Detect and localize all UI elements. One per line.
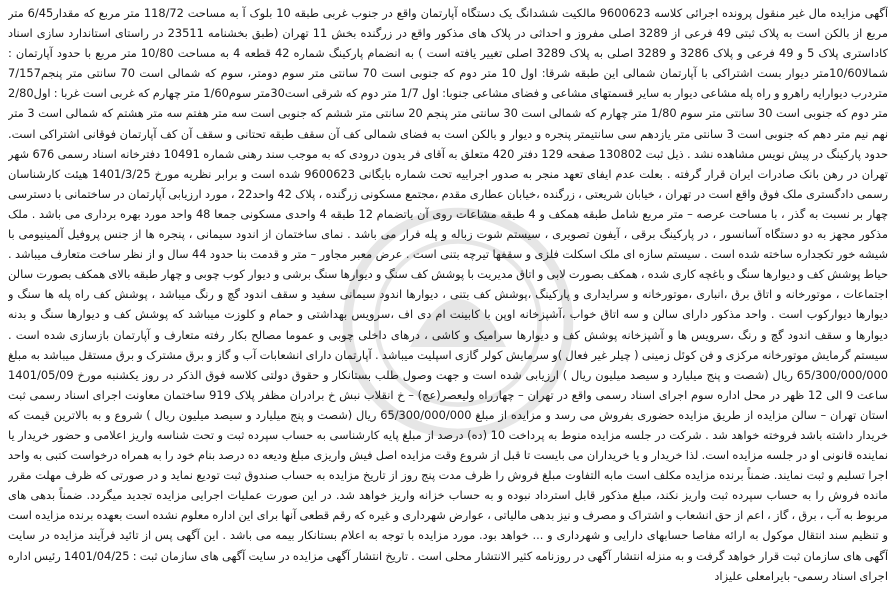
notice-body-text: آگهی مزایده مال غیر منقول پرونده اجرائی کلاسه 9600623 مالکیت ششدانگ یک دستگاه آپارتمان واقع در جنوب غربی طبقه 10 بلوک آ به مساحت 118/72 متر مربع که مقدار6/45 متر مربع از بالکن است به پلاک ثبتی 49 فرعی از 3289 اصلی مفروز و احداثی در پلاک های مذکور واقع در زرگنده بخش 11 تهران (طبق بخشنامه 23511 در راستای استاندارد سازی اسناد کاداستری پلاک 5 و 49 فرعی و پلاک 3286 و 3289 اصلی به پلاک 3289 اصلی تغییر یافته است ) به انضمام پارکینگ شماره 42 قطعه 4 به مساحت 10/80 متر مربع با حدود آپارتمان : شمالا10/60متر دیوار بست اشتراکی با آپارتمان شمالی این طبقه شرقا: اول 10 متر دوم که جنوبی است 70 سانتی متر سوم دومتر، سوم که شمالی است 70 سانتی متر پنجم7/157 متردرب دیوارایه راهرو و راه پله مشاعی دیوار به سایر قسمتهای مشاعی و فضای مشاعی جنوبا: اول 1/7 متر دوم که شرقی است30متر سوم1/60 متر چهارم که غربی است غربا : اول2/80 متر دوم که جنوبی است 30 سانتی متر سوم 1/80 متر چهارم که شمالی است 30 سانتی متر پنجم 20 سانتی متر ششم که جنوبی است سه متر هفتم سه متر هشتم که شمالی است 3 متر نهم نیم متر دهم که جنوبی است 3 سانتی متر یازدهم سی سانتیمتر پنجره و دیوار و بالکن است به فضای شمالی کف آن سقف طبقه تحتانی و سقف آن کف آپارتمان فوقانی اشتراکی است. حدود پارکینگ در پیش نویس مشاهده نشد . ذیل ثبت 130802 صفحه 129 دفتر 420 متعلق به آقای فر یدون درودی که به موجب سند رهنی شماره 10491 دفترخانه اسناد رسمی 676 شهر تهران در رهن بانک صادرات ایران قرار گرفته . بعلت عدم ایفای تعهد منجر به صدور اجراییه تحت شماره بایگانی 9600623 شده است و برابر نظریه مورخ 1401/3/25 هیئت کارشناسان رسمی دادگستری ملک فوق واقع است در تهران ، خیابان شریعتی ، زرگنده ،خیابان عطاری مقدم ،مجتمع مسکونی زرگنده ، پلاک 42 واحد22 ، مورد ارزیابی آپارتمان در ساختمانی با دسترسی چهار بر نسبت به گذر ، با مساحت عرصه – متر مربع شامل طبقه همکف و 4 طبقه مشاعات روی آن باتضمام 12 طبقه 4 واحدی مسکونی جمعا 48 واحد مورد بهره برداری می باشد . ملک مذکور مجهز به دو دستگاه آسانسور ، در پارکینگ برقی ، آیفون تصویری ، سیستم شوت زباله و پله فرار می باشد . نمای ساختمان از اندود سیمانی ، پنجره ها از جنس پروفیل آلمینیومی با شیشه خور تکجداره ساخته شده است . سیستم سازه ای ملک اسکلت فلزی و سقفها تیرچه بتنی است . عرض معبر مجاور – متر و قدمت بنا حدود 44 سال و از نظر ساخت متعارف میباشد . حیاط پوشش کف و دیوارها سنگ و باغچه کاری شده ، همکف بصورت لابی و اتاق مدیریت با پوشش کف سنگ و دیوارها سنگ برشی و دیوار کوب چوبی و چهار طبقه بالای همکف بصورت سالن اجتماعات ، موتورخانه و اتاق برق ،انباری ،موتورخانه و سرایداری و پارکینگ ،پوشش کف بتنی ، دیوارها اندود سیمانی سفید و سقف اندود گچ و رنگ میباشد ، پوشش کف راه پله ها سنگ و دیوارها دیوارکوب است . واحد مذکور دارای سالن و سه اتاق خواب ،آشپزخانه اوپن با کابینت ام دی اف ،سرویس بهداشتی و حمام و کلوزت میباشد که پوشش کف و دیوارها سنگ و بدنه دیوارها و سقف اندود گچ و رنگ ،سرویس ها و آشپزخانه پوشش کف و دیوارها سرامیک و کاشی ، درهای داخلی چوبی و عموما مصالح بکار رفته متعارف و آپارتمان بازسازی شده است . سیستم گرمایش موتورخانه مرکزی و فن کوئل زمینی ( چیلر غیر فعال )و سرمایش کولر گازی اسپلیت میباشد . آپارتمان دارای انشعابات آب و گاز و برق مشترک و برق مستقل میباشد به مبلغ 65/300/000/000 ریال (شصت و پنج میلیارد و سیصد میلیون ریال ) ارزیابی شده است و جهت وصول طلب بستانکار و حقوق دولتی کلاسه فوق الذکر در روز یکشنبه مورخ 1401/05/09 ساعت 9 الی 12 ظهر در محل اداره سوم اجرای اسناد رسمی واقع در تهران – چهارراه ولیعصر(عج) – خ انقلاب نبش خ برادران مظفر پلاک 919 ساختمان معاونت اجرای اسناد رسمی ثبت استان تهران – سالن مزایده از طریق مزایده حضوری بفروش می رسد و مزایده از مبلغ 65/300/000/000 ریال (شصت و پنج میلیارد و سیصد میلیون ریال ) شروع و به بالاترین قیمت که خریدار داشته باشد فروخته خواهد شد . شرکت در جلسه مزایده منوط به پرداخت 10 (ده) درصد از مبلغ پایه کارشناسی به حساب سپرده ثبت و تحت شناسه واریز اعلامی و حضور خریدار یا نماینده قانونی او در جلسه مزایده است. لذا خریدار و یا خریداران می بایست تا قبل از شروع وقت مزایده اصل فیش واریزی مبلغ ودیعه ده درصد بنام خود را به همراه درخواست کتبی به واحد اجرا تسلیم و ثبت نمایند. ضمناً برنده مزایده مکلف است مابه التفاوت مبلغ فروش را ظرف مدت پنج روز از تاریخ مزایده به حساب صندوق ثبت تودیع نماید و در صورتی که ظرف مهلت مقرر مانده فروش را به حساب سپرده ثبت واریز نکند، مبلغ مذکور قابل استرداد نبوده و به حساب خزانه واریز خواهد شد. در این صورت عملیات اجرایی مزایده تجدید میگردد. ضمناً بدهی های مربوط به آب ، برق ، گاز ، اعم از حق انشعاب و اشتراک و مصرف و نیز بدهی مالیاتی ، عوارض شهرداری و غیره که رقم قطعی آنها برای این اداره معلوم نشده است بعهده برنده مزایده است و تنظیم سند انتقال موکول به ارائه مفاصا حسابهای دارایی و شهرداری و ... خواهد بود. مورد مزایده با توجه به اعلام بستانکار بیمه می باشد . این آگهی پس از تائید فرآیند مزایده در سایت آگهی های سازمان ثبت قرار خواهد گرفت و به منزله انتشار آگهی در روزنامه کثیر الانتشار محلی است . تاریخ انتشار آگهی مزایده در سایت آگهی های سازمان ثبت : 1401/04/25 رئیس اداره اجرای اسناد رسمی- بایرامعلی علیزاد (8, 6, 888, 583)
notice-container (8, 3, 888, 608)
